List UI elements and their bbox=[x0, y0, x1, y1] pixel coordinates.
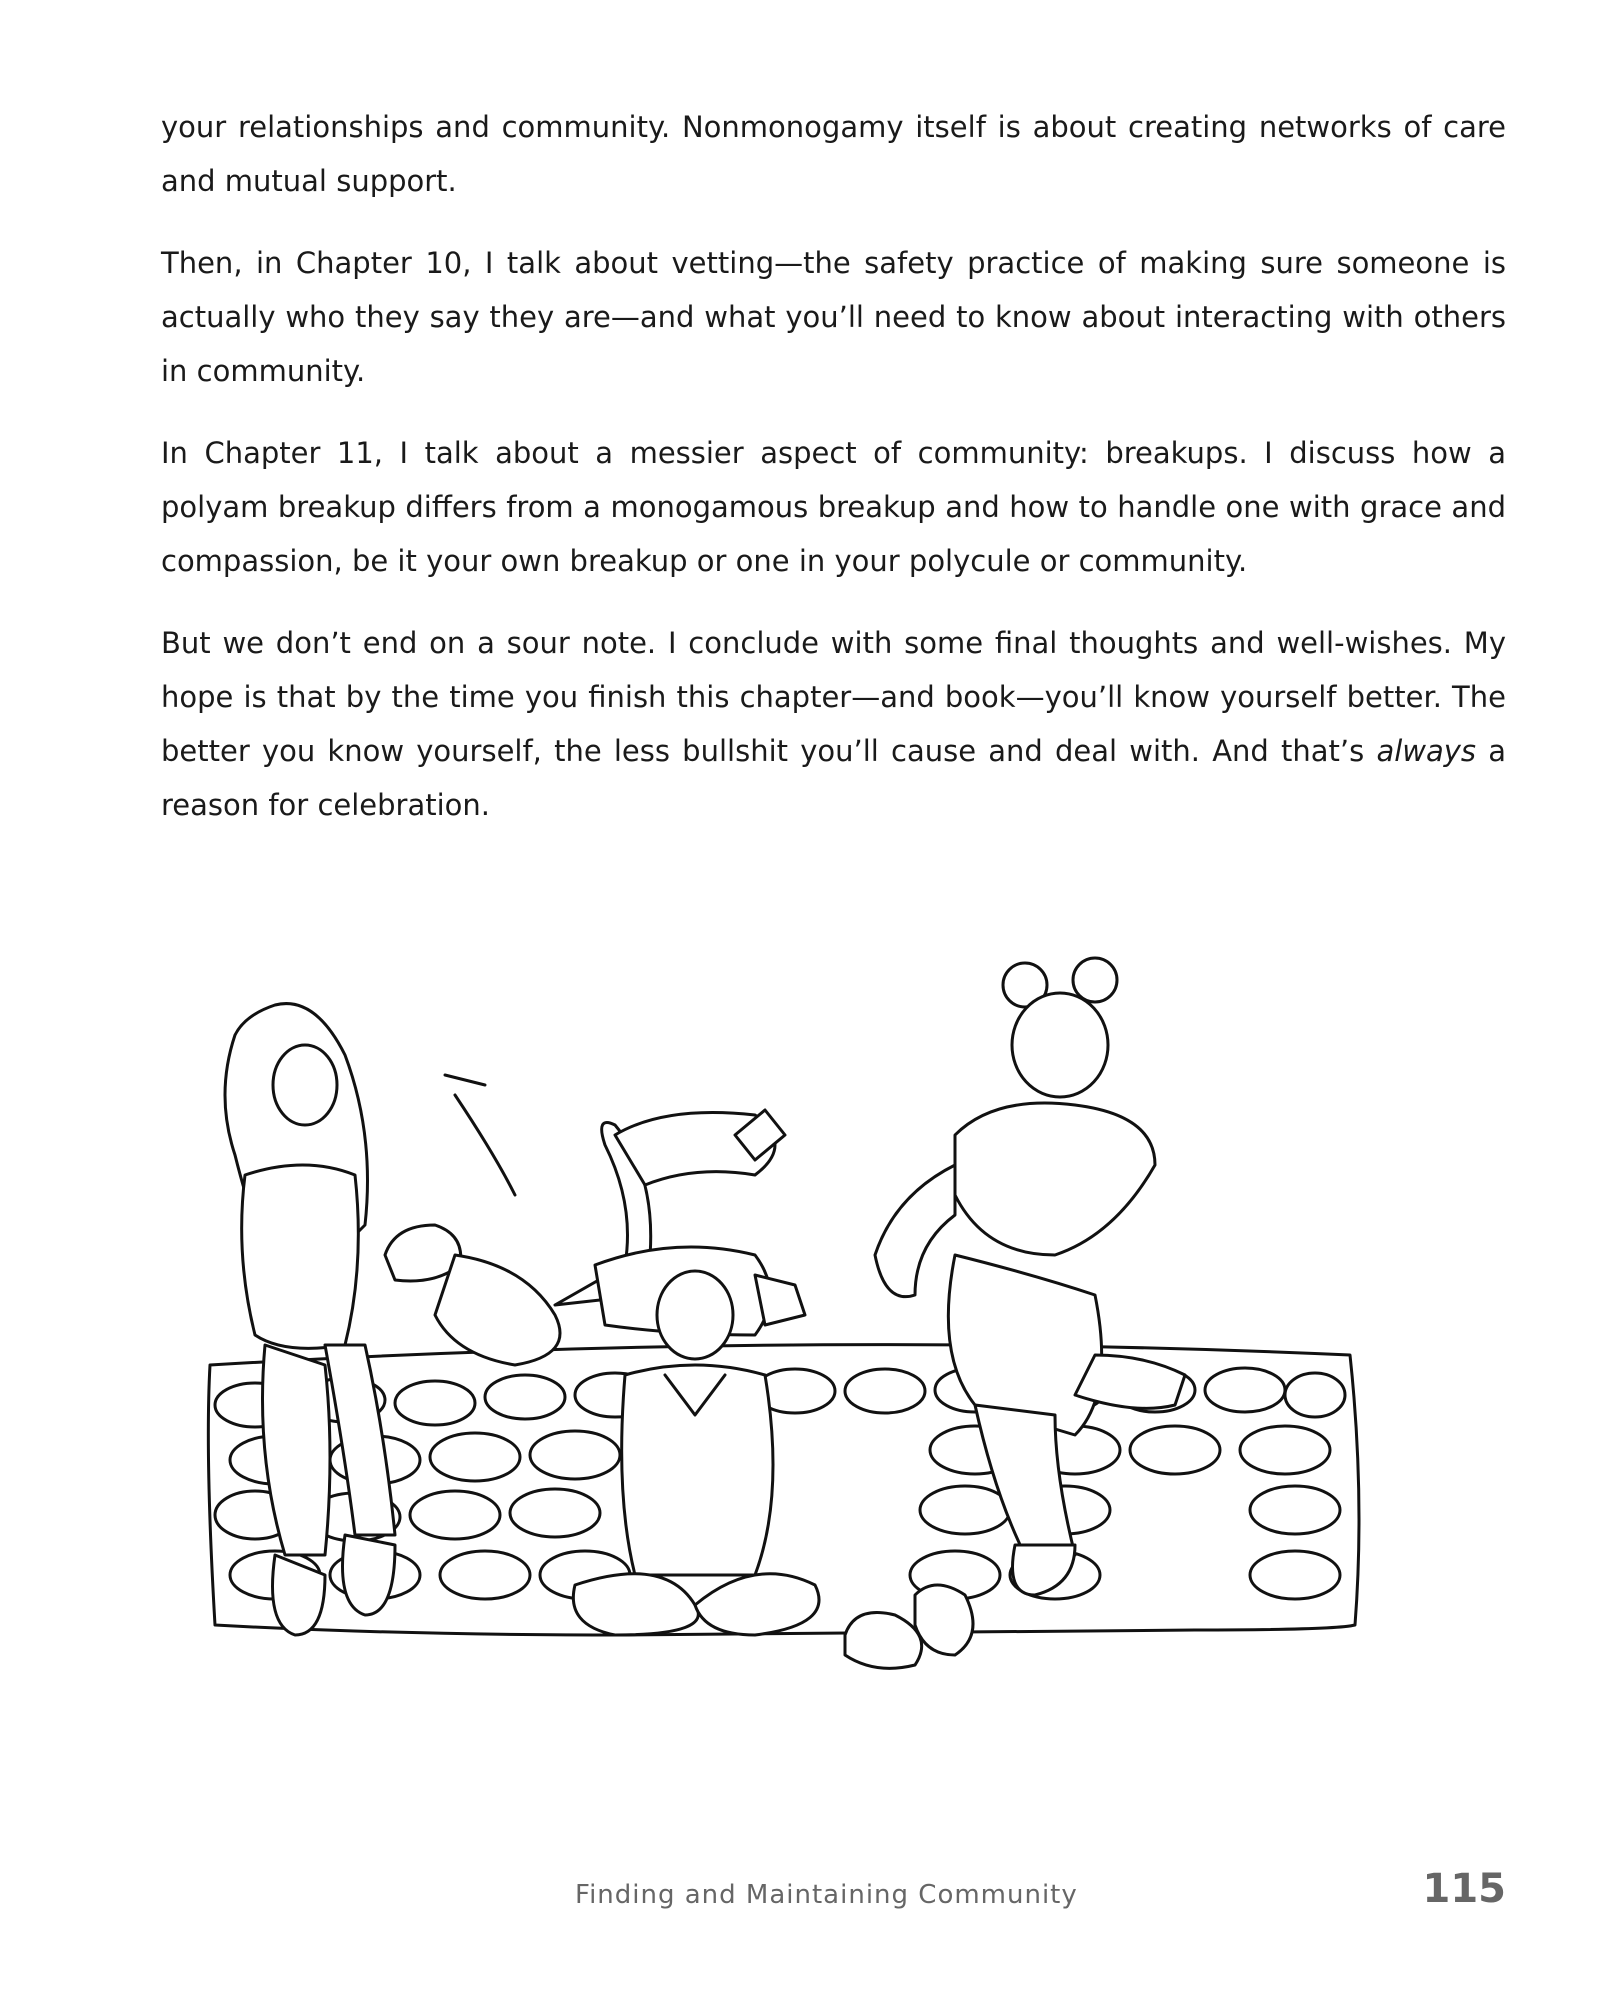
paragraph-3: In Chapter 11, I talk about a messier aspect of community: breakups. I discuss how a polyam breakup differs from a monogamous breakup and how to handle one with grace and compassion, be it your own breakup or one in your polycule or community. bbox=[161, 436, 1506, 578]
paragraph-4 bbox=[161, 616, 1506, 832]
paragraph-2: Then, in Chapter 10, I talk about vetting—the safety practice of making sure someone is actually who they say they are—and what you’ll need to know about interacting with others in community. bbox=[161, 246, 1506, 388]
seated-person-right bbox=[875, 958, 1185, 1595]
body-text bbox=[161, 100, 1506, 860]
page-number: 115 bbox=[1422, 1866, 1506, 1912]
reclining-person bbox=[385, 1075, 805, 1365]
paragraph-4-end: a reason for celebration. bbox=[161, 734, 1506, 822]
paragraph-1: your relationships and community. Nonmonogamy itself is about creating networks of care and mutual support. bbox=[161, 110, 1506, 198]
shoes-on-ground bbox=[845, 1585, 973, 1668]
line-art-illustration bbox=[195, 935, 1495, 1735]
emphasis-word: always bbox=[1376, 734, 1477, 768]
friends-on-stone-wall-drawing bbox=[195, 935, 1495, 1735]
paragraph-4-start: But we don’t end on a sour note. I conclude with some final thoughts and well-wishes. My hope is that by the time you finish this chapter—and book—you’ll know yourself better. The better you know yourself, the less bullshit you’ll cause and deal with. And that’s bbox=[161, 626, 1506, 768]
running-footer-title: Finding and Maintaining Community bbox=[575, 1880, 1078, 1910]
